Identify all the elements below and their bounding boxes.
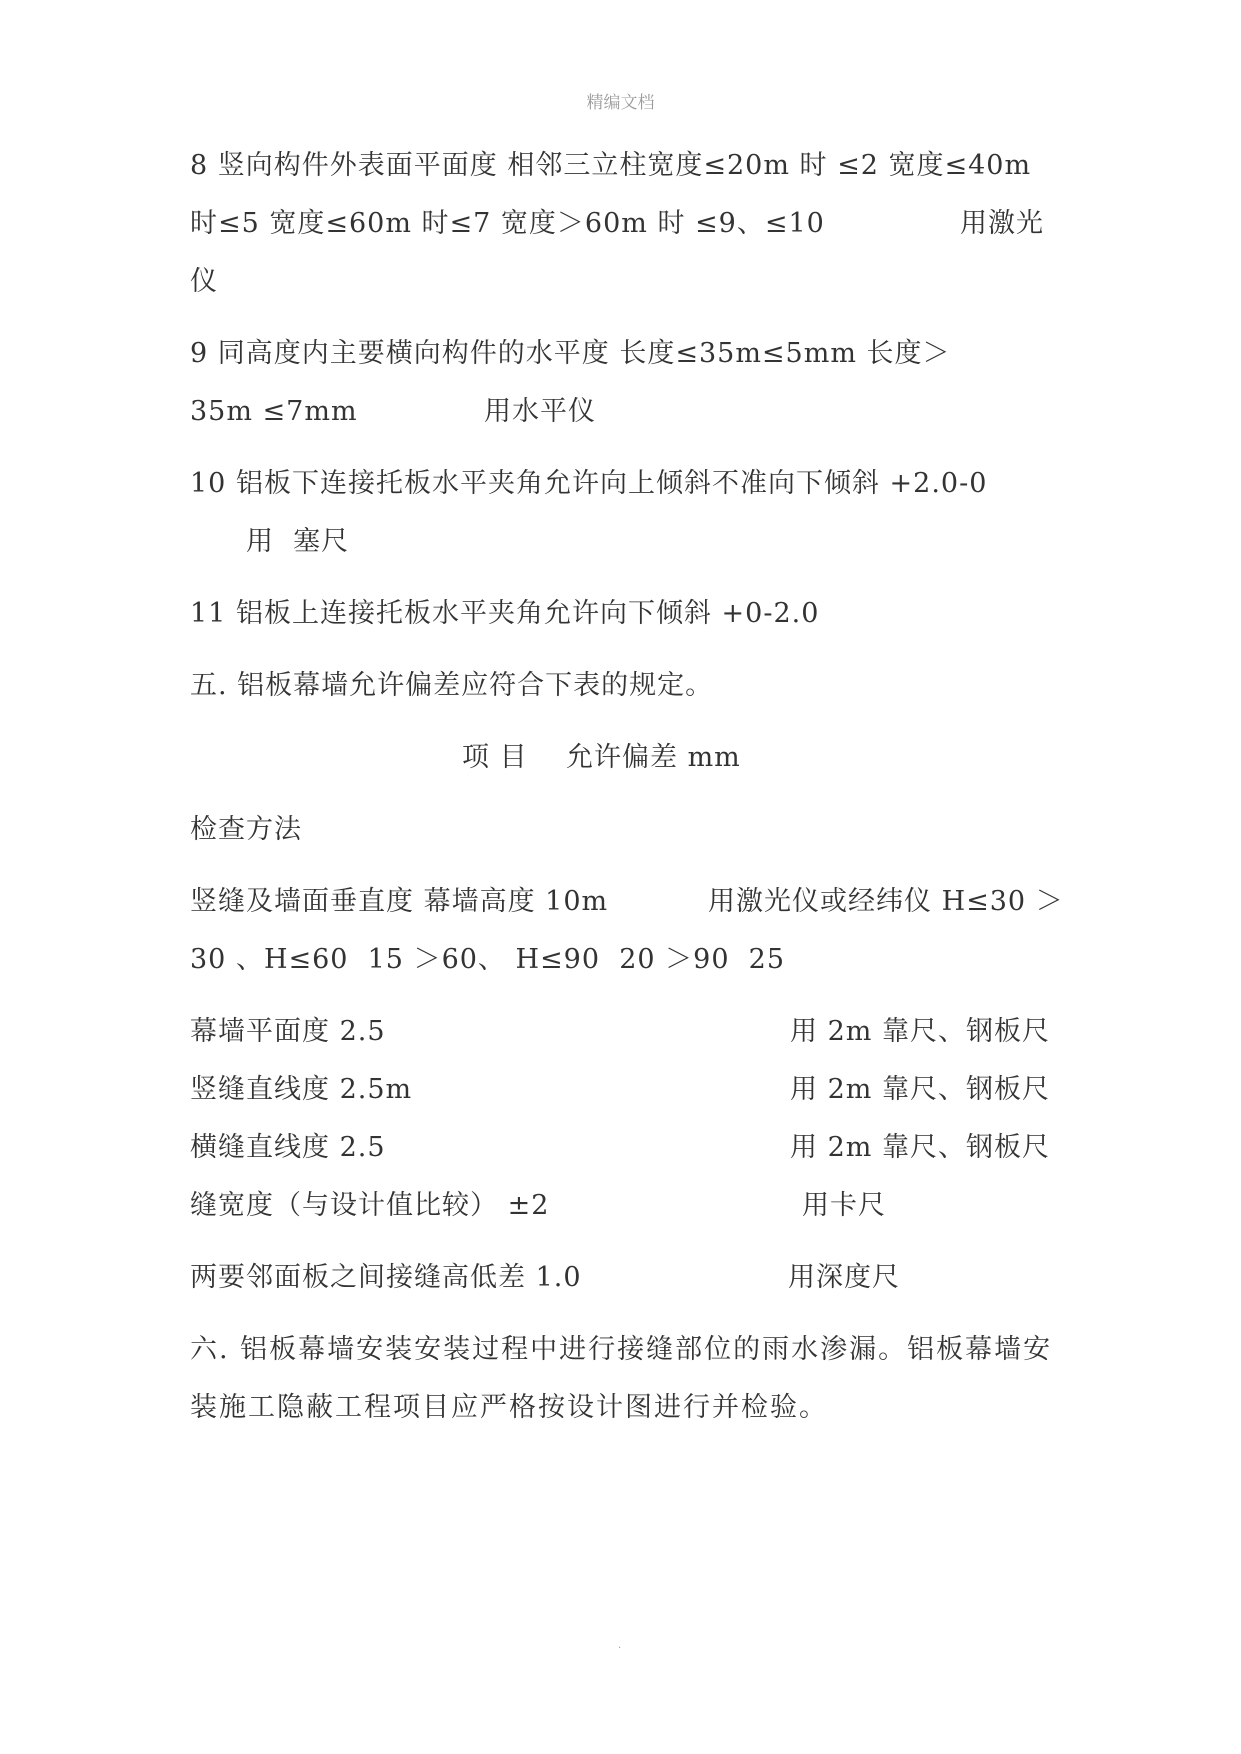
item-9-method: 用水平仪 (484, 396, 596, 427)
table-row-method: 用卡尺 (802, 1190, 886, 1221)
table-row-vertical-joint: 竖缝及墙面垂直度 幕墙高度 10m (190, 886, 609, 917)
item-8-line-2: 时≤5 宽度≤60m 时≤7 宽度＞60m 时 ≤9、≤10 (190, 208, 825, 239)
table-row-vertical-joint-cont: 30 、H≤60 15 ＞60、 H≤90 20 ＞90 25 (190, 944, 786, 975)
item-11: 11 铝板上连接托板水平夹角允许向下倾斜 +0-2.0 (190, 598, 820, 629)
table-row-item: 幕墙平面度 2.5 (190, 1016, 386, 1047)
item-9-line-2: 35m ≤7mm (190, 396, 358, 427)
table-row-item: 缝宽度（与设计值比较） ±2 (190, 1190, 550, 1221)
page-footer-dot: . (618, 1640, 622, 1651)
section-6-line-2: 装施工隐蔽工程项目应严格按设计图进行并检验。 (190, 1392, 828, 1423)
item-9-line-1: 9 同高度内主要横向构件的水平度 长度≤35m≤5mm 长度＞ (190, 338, 951, 369)
table-row-method: 用 2m 靠尺、钢板尺 (790, 1074, 1050, 1105)
table-row-method: 用 2m 靠尺、钢板尺 (790, 1016, 1050, 1047)
section-5-heading: 五. 铝板幕墙允许偏差应符合下表的规定。 (190, 670, 714, 701)
item-8-method: 用激光 (960, 208, 1044, 239)
table-row-item: 两要邻面板之间接缝高低差 1.0 (190, 1262, 582, 1293)
table-row-item: 竖缝直线度 2.5m (190, 1074, 413, 1105)
table-row-item: 横缝直线度 2.5 (190, 1132, 386, 1163)
page-header-watermark: 精编文档 (586, 93, 655, 113)
table-header-tolerance: 允许偏差 mm (566, 742, 741, 773)
item-8-line-3: 仪 (190, 266, 218, 297)
item-10-method: 用 塞尺 (246, 526, 350, 557)
table-row-method: 用深度尺 (788, 1262, 900, 1293)
table-row-method: 用 2m 靠尺、钢板尺 (790, 1132, 1050, 1163)
table-row-vertical-joint-method: 用激光仪或经纬仪 H≤30 ＞ (708, 886, 1064, 917)
table-header-item: 项 目 (462, 742, 528, 773)
item-8-line-1: 8 竖向构件外表面平面度 相邻三立柱宽度≤20m 时 ≤2 宽度≤40m (190, 150, 1032, 181)
section-6-line-1: 六. 铝板幕墙安装安装过程中进行接缝部位的雨水渗漏。铝板幕墙安 (190, 1334, 1053, 1365)
item-10-line-1: 10 铝板下连接托板水平夹角允许向上倾斜不准向下倾斜 +2.0-0 (190, 468, 988, 499)
table-header-method: 检查方法 (190, 814, 302, 845)
